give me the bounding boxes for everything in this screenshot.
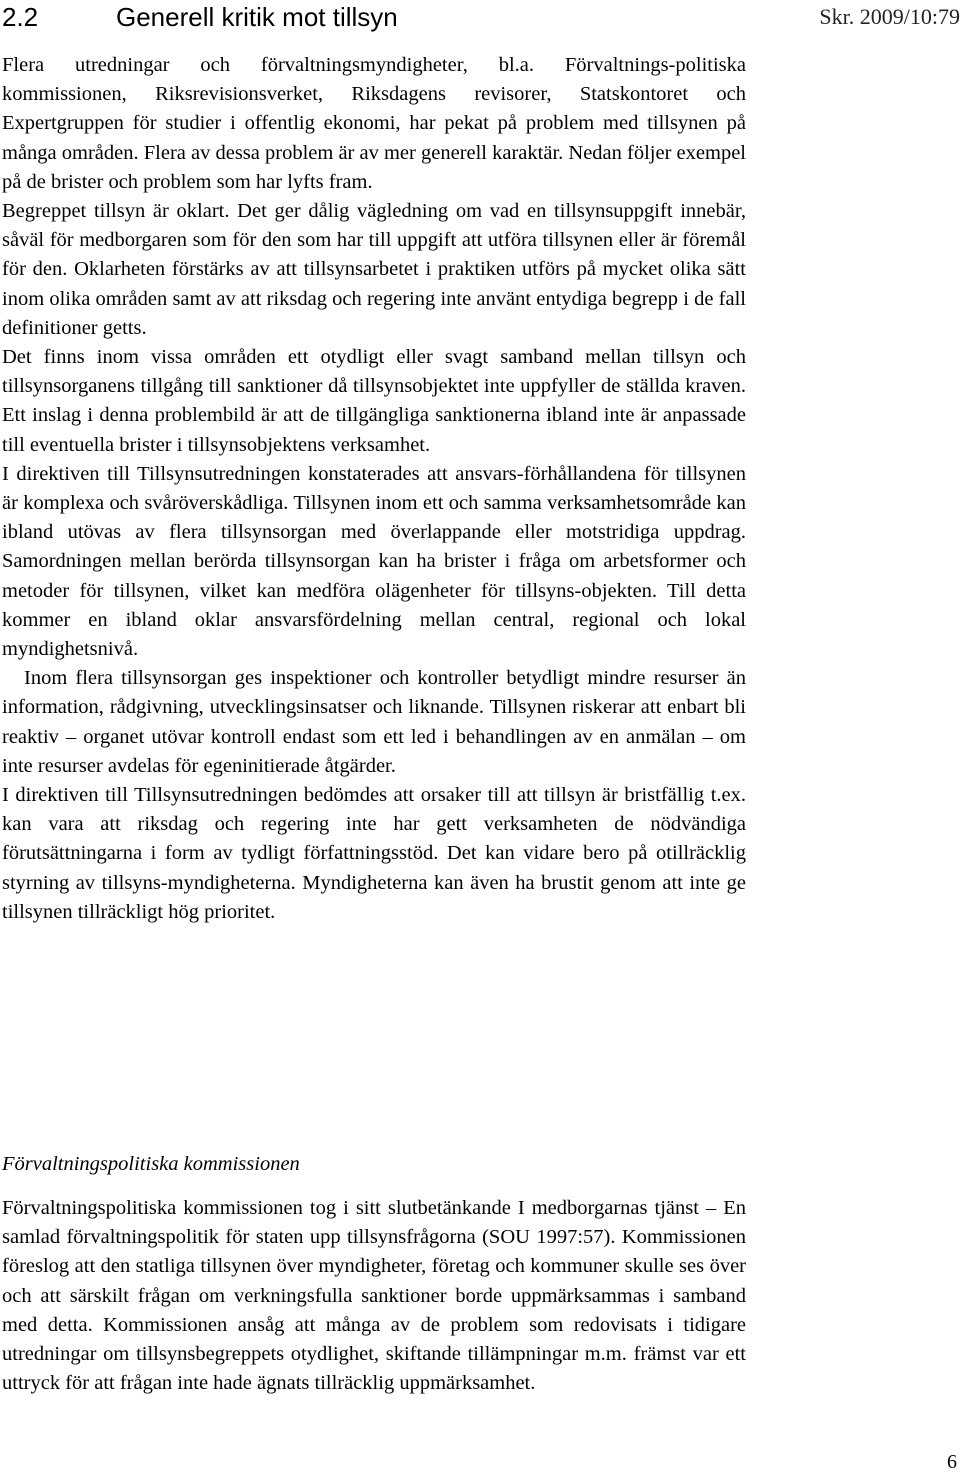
subsection-heading: Förvaltningspolitiska kommissionen	[2, 1153, 300, 1175]
paragraph: Det finns inom vissa områden ett otydligt eller svagt samband mellan tillsyn och tillsynsorganens tillgång till sanktioner då tillsynsobjektet inte uppfyller de ställda kraven. Ett inslag i denna problembild är att de tillgängliga sanktionerna ibland inte är anpassade till eventuella brister i tillsynsobjektens verksamhet.	[2, 346, 746, 456]
paragraph: Flera utredningar och förvaltningsmyndigheter, bl.a. Förvaltnings-politiska kommissionen, Riksrevisionsverket, Riksdagens revisorer, Statskontoret och Expertgruppen för studier i offentlig ekonomi, har pekat på problem med tillsynen på många områden. Flera av dessa problem är av mer generell karaktär. Nedan följer exempel på de brister och problem som har lyfts fram.	[2, 54, 746, 193]
paragraph: Förvaltningspolitiska kommissionen tog i sitt slutbetänkande I medborgarnas tjänst – En samlad förvaltningspolitik för staten upp tillsynsfrågorna (SOU 1997:57). Kommissionen föreslog att den statliga tillsynen över myndigheter, företag och kommuner skulle ses över och att särskilt frågan om verkningsfulla sanktioner borde uppmärksammas i samband med detta. Kommissionen ansåg att många av de problem som redovisats i tidigare utredningar om tillsynsbegreppets otydlighet, skiftande tillämpningar m.m. främst var ett uttryck för att frågan inte hade ägnats tillräcklig uppmärksamhet.	[2, 1197, 746, 1395]
section-title: Generell kritik mot tillsyn	[116, 2, 398, 32]
page-number: 6	[947, 1451, 957, 1473]
body-text	[2, 51, 746, 927]
paragraph: Inom flera tillsynsorgan ges inspektioner och kontroller betydligt mindre resurser än information, rådgivning, utvecklingsinsatser och liknande. Tillsynen riskerar att enbart bli reaktiv – organet utövar kontroll endast som ett led i behandlingen av en anmälan – om inte resurser avdelas för egeninitierade åtgärder.	[2, 667, 746, 777]
paragraph: I direktiven till Tillsynsutredningen bedömdes att orsaker till att tillsyn är bristfällig t.ex. kan vara att riksdag och regering inte har gett verksamheten de nödvändiga förutsättningarna i form av tydligt författningsstöd. Det kan vidare bero på otillräcklig styrning av tillsyns-myndigheterna. Myndigheterna kan även ha brustit genom att inte ge tillsynen tillräckligt hög prioritet.	[2, 784, 746, 923]
section-number: 2.2	[2, 2, 39, 32]
subsection-body	[2, 1194, 746, 1398]
paragraph: I direktiven till Tillsynsutredningen konstaterades att ansvars-förhållandena för tillsynen är komplexa och svåröverskådliga. Tillsynen inom ett och samma verksamhetsområde kan ibland utövas av flera tillsynsorgan med överlappande eller motstridiga uppdrag. Samordningen mellan berörda tillsynsorgan kan ha brister i fråga om arbetsformer och metoder för tillsynen, vilket kan medföra olägenheter för tillsyns-objekten. Till detta kommer en ibland oklar ansvarsfördelning mellan central, regional och lokal myndighetsnivå.	[2, 462, 746, 661]
paragraph: Begreppet tillsyn är oklart. Det ger dålig vägledning om vad en tillsynsuppgift innebär, såväl för medborgaren som för den som har till uppgift att utföra tillsynen eller är föremål för den. Oklarheten förstärks av att tillsynsarbetet i praktiken utförs på mycket olika sätt inom olika områden samt av att riksdag och regering inte använt entydiga begrepp i de fall definitioner getts.	[2, 200, 746, 339]
document-reference: Skr. 2009/10:79	[819, 4, 960, 29]
section-heading	[2, 2, 398, 32]
